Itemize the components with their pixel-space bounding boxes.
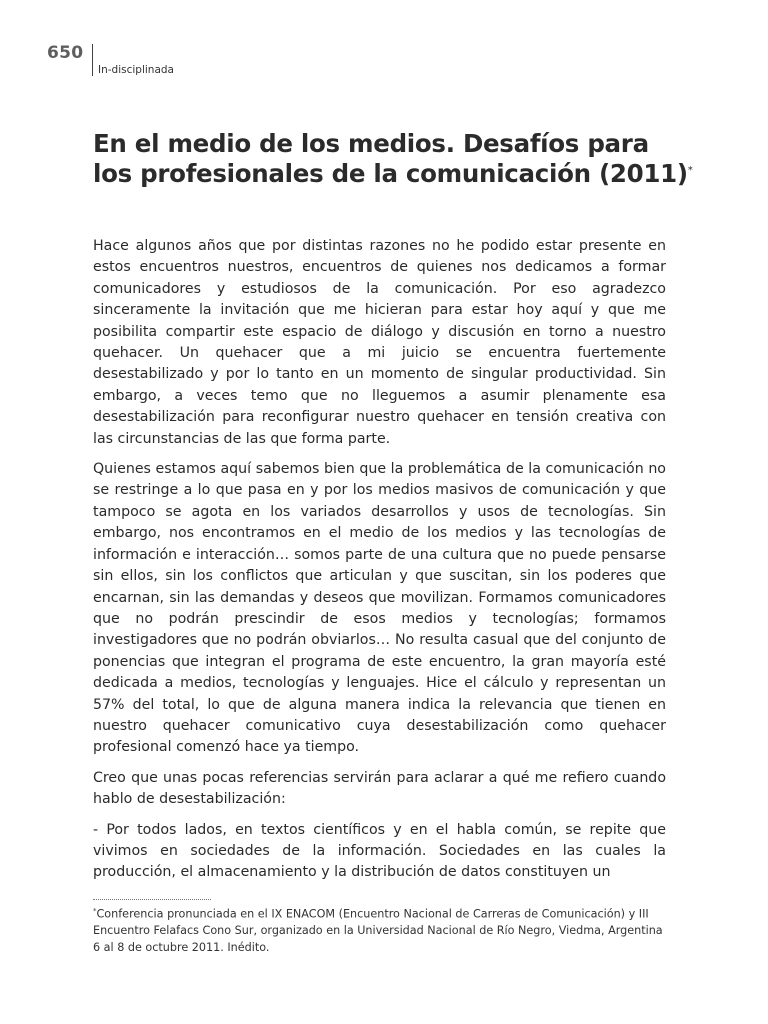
footnote	[93, 903, 668, 957]
footnote-divider	[93, 899, 211, 900]
article-title	[93, 130, 693, 187]
section-label: In-disciplinada	[98, 64, 174, 76]
title-footnote-marker: *	[687, 165, 693, 176]
header-divider	[92, 44, 93, 76]
paragraph: Hace algunos años que por distintas razones no he podido estar presente en estos encuentros nuestros, encuentros de quienes nos dedicamos a formar comunicadores y estudiosos de la comunicación. Por eso agradezco sinceramente la invitación que me hicieran para estar hoy aquí y que me posibilita compartir este espacio de diálogo y discusión en torno a nuestro quehacer. Un quehacer que a mi juicio se encuentra fuertemente desestabilizado y por lo tanto en un momento de singular productividad. Sin embargo, a veces temo que no lleguemos a asumir plenamente esa desestabilización para reconfigurar nuestro quehacer en tensión creativa con las circunstancias de las que forma parte.	[93, 238, 666, 447]
paragraph: Creo que unas pocas referencias servirán para aclarar a qué me refiero cuando hablo de desestabilización:	[93, 769, 666, 808]
paragraph: Quienes estamos aquí sabemos bien que la problemática de la comunicación no se restringe a lo que pasa en y por los medios masivos de comunicación y que tampoco se agota en los variados desarrollos y usos de tecnologías. Sin embargo, nos encontramos en el medio de los medios y las tecnologías de información e interacción… somos parte de una cultura que no puede pensarse sin ellos, sin los conflictos que articulan y que suscitan, sin los poderes que encarnan, sin las demandas y deseos que movilizan. Formamos comunicadores que no podrán prescindir de esos medios y tecnologías; formamos investigadores que no podrán obviarlos… No resulta casual que del conjunto de ponencias que integran el programa de este encuentro, la gran mayoría esté dedicada a medios, tecnologías y lenguajes. Hice el cálculo y representan un 57% del total, lo que de alguna manera indica la relevancia que tienen en nuestro quehacer comunicativo cuya desestabilización como quehacer profesional comenzó hace ya tiempo.	[93, 461, 666, 756]
footnote-marker: *	[93, 907, 97, 915]
page-number: 650	[47, 43, 84, 63]
footnote-text: Conferencia pronunciada en el IX ENACOM (Encuentro Nacional de Carreras de Comunicación) y III Encuentro Felafacs Cono Sur, organizado en la Universidad Nacional de Río Negro, Viedma, Argentina 6 al 8 de octubre 2011. Inédito.	[93, 907, 663, 954]
article-body	[93, 236, 666, 893]
article-title-text: En el medio de los medios. Desafíos para los profesionales de la comunicación (2011)	[93, 129, 688, 189]
paragraph: - Por todos lados, en textos científicos y en el habla común, se repite que vivimos en sociedades de la información. Sociedades en las cuales la producción, el almacenamiento y la distribución de datos constituyen un	[93, 821, 666, 881]
